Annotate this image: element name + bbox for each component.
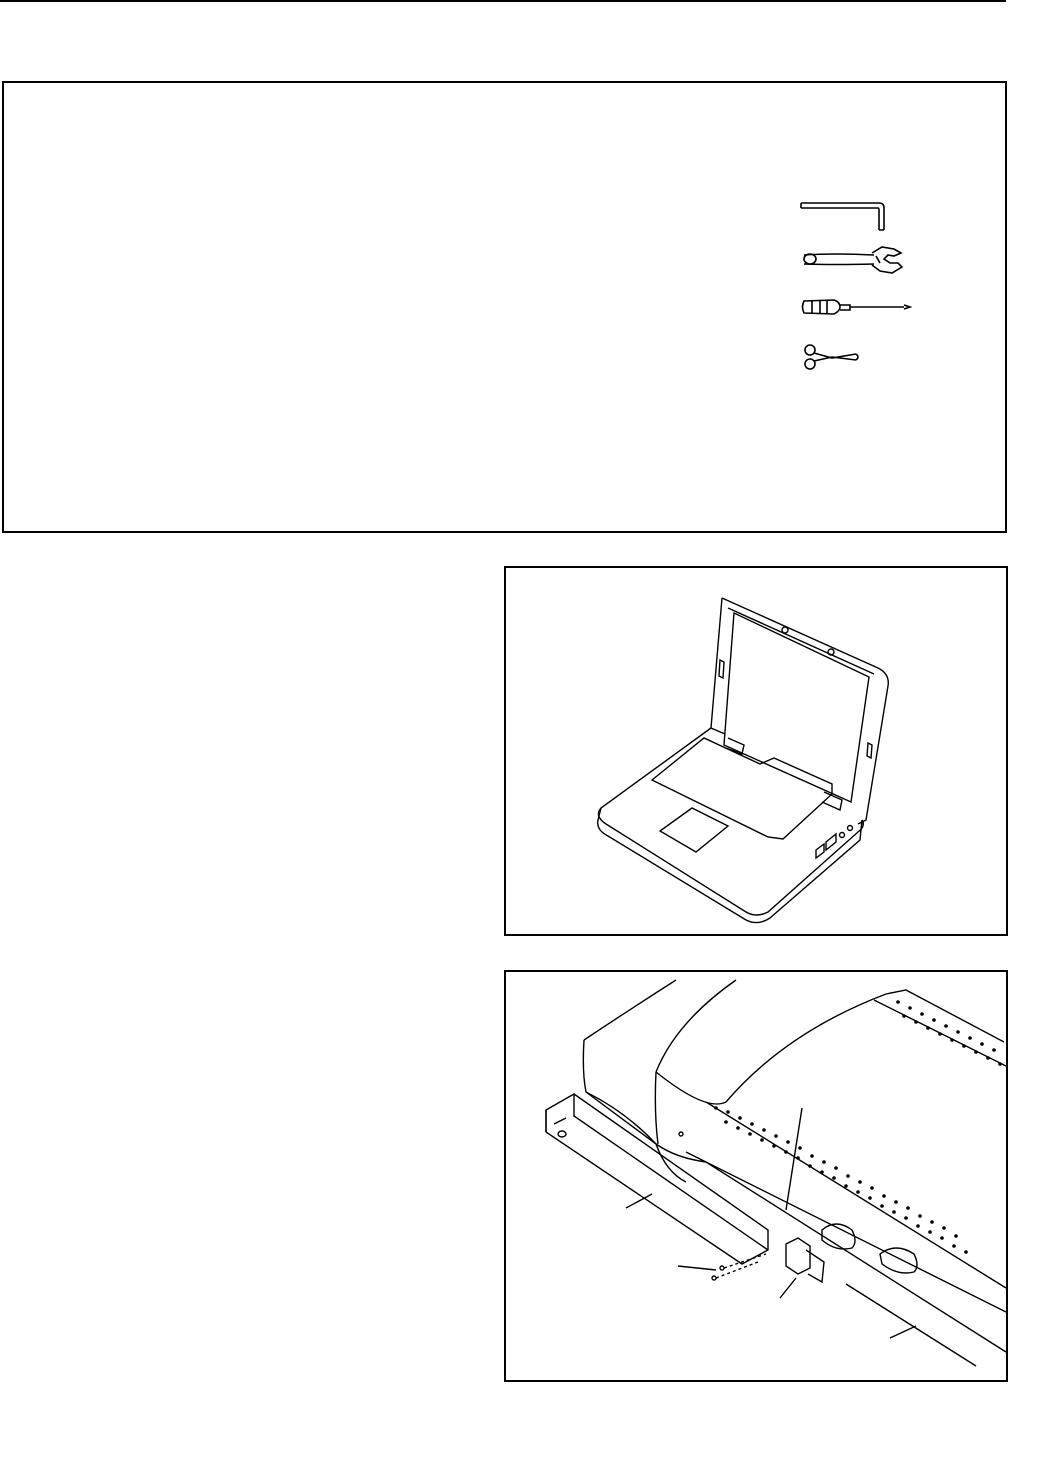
laptop-illustration [506,568,1006,934]
laptop-figure [504,566,1008,936]
deck-perforation-pattern [714,1000,1002,1254]
treadmill-figure [504,970,1008,1382]
adjustable-wrench-icon [804,247,902,273]
treadmill-base-illustration [506,972,1006,1380]
tools-illustration [4,83,1005,531]
scissors-icon [805,345,858,369]
phillips-screwdriver-icon [803,300,911,314]
hex-key-icon [801,203,884,230]
tools-panel [2,81,1007,533]
header-rule [0,0,1006,2]
